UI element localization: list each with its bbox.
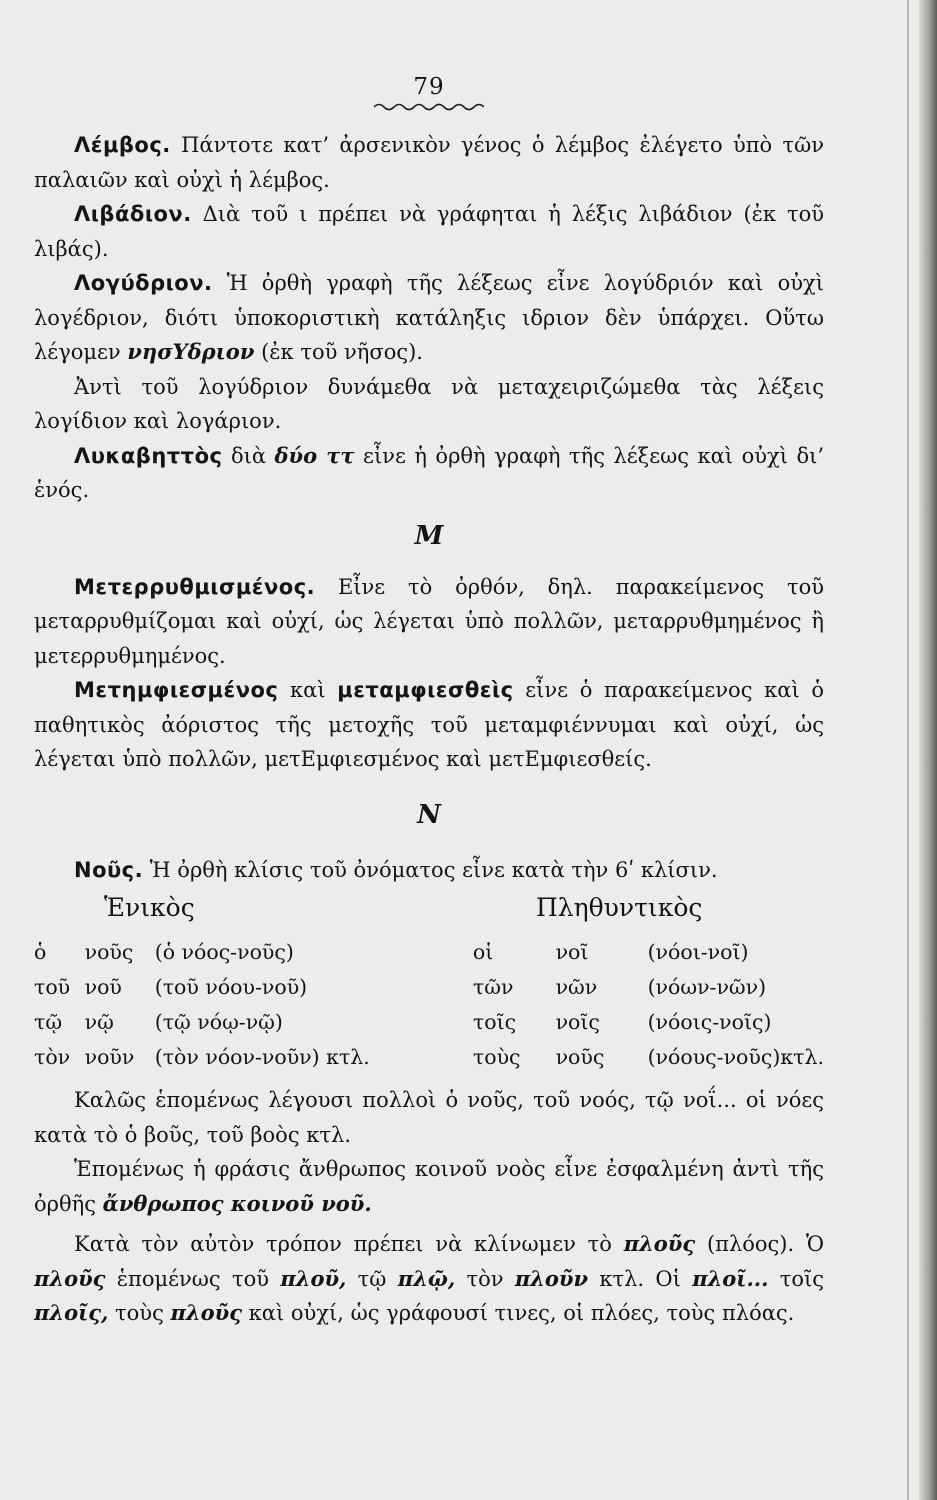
entry-text: Εἶνε τὸ ὀρθόν, δηλ. παρακείμενος τοῦ μεταρρυθμίζομαι καὶ οὐχί, ὡς λέγεται ὑπὸ πολλῶν, μεταρρυθμημένος ἢ μετερρυθμημένος.	[34, 574, 824, 668]
emphasis-text: δύο ττ	[274, 442, 355, 468]
emphasis-text: πλῷ,	[397, 1265, 456, 1291]
entry-text: καὶ	[278, 678, 338, 702]
book-spine-edge	[919, 0, 937, 1500]
page-edge-line	[907, 0, 909, 1500]
paragraph-text: τοὺς	[108, 1301, 171, 1325]
entry-lykavittos	[34, 439, 824, 508]
table-cell: τοῦ	[34, 975, 71, 1000]
headword: Λυκαβηττὸς	[74, 443, 223, 468]
table-cell: τῷ	[34, 1010, 63, 1035]
paragraph-epomenos	[34, 1152, 824, 1221]
table-cell: (ὁ νόος-νοῦς)	[154, 940, 294, 965]
emphasis-text: πλοῦν	[514, 1265, 589, 1291]
entry-text: Ἡ ὀρθὴ γραφὴ τῆς λέξεως εἶνε λογύδριόν καὶ οὐχὶ λογέδριον, διότι ὑποκοριστικὴ κατάληξις ιδριον δὲν ὑπάρχει. Οὕτω λέγομεν	[34, 271, 824, 364]
page-number-text: 79	[413, 74, 445, 100]
entry-text: Διὰ τοῦ ι πρέπει νὰ γράφηται ἡ λέξις λιβάδιον (ἐκ τοῦ λιβάς).	[34, 202, 824, 261]
table-cell: τῶν	[472, 975, 514, 1000]
page-number-ornament	[374, 102, 484, 112]
paragraph-text: τοῖς	[768, 1266, 824, 1291]
paragraph-text: ἑπομένως τοῦ	[105, 1266, 281, 1291]
page-body	[34, 72, 824, 1331]
table-cell: ὁ	[34, 940, 47, 965]
section-letter-n: Ν	[417, 799, 441, 830]
paragraph-text: τὸν	[455, 1266, 515, 1291]
paragraph-plous	[34, 1227, 824, 1331]
entry-logydrion-para2: Ἀντὶ τοῦ λογύδριον δυνάμεθα νὰ μεταχειριζώμεθα τὰς λέξεις λογίδιον καὶ λογάριον.	[34, 374, 824, 433]
paragraph-text: Ἑπομένως ἡ φράσις ἄνθρωπος κοινοῦ νοὸς εἶνε ἐσφαλμένη ἀντὶ τῆς ὀρθῆς	[34, 1157, 824, 1216]
table-cell: (τοῦ νόου-νοῦ)	[154, 975, 308, 1000]
table-cell: (νόοις-νοῖς)	[647, 1010, 772, 1035]
table-cell: (τῷ νόῳ-νῷ)	[154, 1010, 283, 1035]
table-cell: (νόους-νοῦς)κτλ.	[647, 1045, 824, 1070]
entry-lemvos	[34, 128, 824, 197]
table-cell: οἱ	[472, 940, 494, 965]
entry-text: εἶνε ἡ ὀρθὴ γραφὴ τῆς λέξεως καὶ οὐχὶ δι’ ἑνός.	[34, 443, 825, 502]
entry-logydrion	[34, 266, 824, 370]
emphasis-text: πλοῦς	[34, 1265, 106, 1291]
table-cell: (τὸν νόον-νοῦν) κτλ.	[154, 1045, 370, 1070]
table-cell: νοῦ	[84, 975, 122, 1000]
plural-header: Πληθυντικὸς	[536, 893, 703, 922]
entry-metimfiesmenos	[34, 673, 824, 777]
table-cell: (νόοι-νοῖ)	[647, 940, 749, 965]
entry-nous	[34, 853, 824, 888]
paragraph-text: τῷ	[346, 1266, 398, 1291]
paragraph-text: καὶ οὐχί, ὡς γράφουσί τινες, οἱ πλόες, τοὺς πλόας.	[241, 1301, 795, 1325]
declension-table	[34, 935, 824, 1075]
table-cell: τοὺς	[472, 1045, 521, 1070]
paragraph-text: Κατὰ τὸν αὐτὸν τρόπον πρέπει νὰ κλίνωμεν τὸ	[74, 1232, 624, 1256]
table-cell: νῶν	[555, 975, 598, 1000]
singular-header: Ἑνικὸς	[104, 893, 195, 922]
table-cell: νοῦν	[84, 1045, 135, 1070]
entry-text: Ἡ ὀρθὴ κλίσις τοῦ ὀνόματος εἶνε κατὰ τὴν 6ʹ κλίσιν.	[143, 857, 718, 882]
entry-text: (ἐκ τοῦ νῆσος).	[254, 340, 423, 364]
paragraph-kalos: Καλῶς ἑπομένως λέγουσι πολλοὶ ὁ νοῦς, τοῦ νοός, τῷ νοΐ... οἱ νόες κατὰ τὸ ὁ βοῦς, τοῦ βοὸς κτλ.	[34, 1088, 824, 1147]
headword: Λιβάδιον.	[74, 202, 192, 226]
headword: Μετερρυθμισμένος.	[74, 574, 316, 599]
table-cell: νοῦς	[84, 940, 134, 965]
entry-text: διὰ	[222, 443, 275, 468]
emphasis-text: πλοῦς	[170, 1300, 242, 1325]
entry-livadion	[34, 197, 824, 266]
table-row	[34, 1005, 824, 1040]
table-cell: νοῦς	[555, 1045, 605, 1070]
headword: Λέμβος.	[74, 133, 171, 157]
table-cell: τοῖς	[472, 1010, 517, 1035]
table-cell: νοῖς	[555, 1010, 600, 1035]
table-row	[34, 935, 824, 970]
headword: Νοῦς.	[74, 857, 144, 882]
emphasis-text: πλοῖς,	[34, 1300, 109, 1325]
headword: Λογύδριον.	[74, 271, 213, 295]
entry-meterrythmismenos	[34, 570, 824, 674]
table-cell: (νόων-νῶν)	[647, 975, 767, 1000]
table-cell: νοῖ	[555, 940, 589, 965]
emphasis-text: πλοῦς	[623, 1231, 696, 1256]
headword-secondary: μεταμφιεσθεὶς	[337, 678, 514, 702]
paragraph-text: (πλόος). Ὁ	[695, 1232, 824, 1256]
table-cell: τὸν	[34, 1045, 71, 1070]
entry-text: Πάντοτε κατ’ ἀρσενικὸν γένος ὁ λέμβος ἐλέγετο ὑπὸ τῶν παλαιῶν καὶ οὐχὶ ἡ λέμβος.	[34, 133, 824, 192]
page-number	[34, 72, 824, 112]
headword: Μετημφιεσμένος	[74, 678, 279, 702]
emphasis-text: ἄνθρωπος κοινοῦ νοῦ.	[102, 1190, 372, 1216]
table-cell: νῷ	[84, 1010, 114, 1035]
paragraph-text: κτλ. Οἱ	[588, 1266, 693, 1291]
declension-headers	[34, 887, 824, 935]
table-row	[34, 970, 824, 1005]
section-letter-m: Μ	[414, 520, 444, 551]
table-row	[34, 1040, 824, 1075]
emphasis-text: πλοῖ...	[692, 1265, 769, 1291]
emphasis-text: πλοῦ,	[280, 1265, 347, 1291]
entry-text: εἶνε ὁ παρακείμενος καὶ ὁ παθητικὸς ἀόριστος τῆς μετοχῆς τοῦ μεταμφιέννυμαι καὶ οὐχί, ὡς λέγεται ὑπὸ πολλῶν, μετΕμφιεσμένος καὶ μετΕμφιεσθείς.	[34, 678, 824, 771]
emphasis-text: νησΥδριον	[127, 339, 255, 364]
